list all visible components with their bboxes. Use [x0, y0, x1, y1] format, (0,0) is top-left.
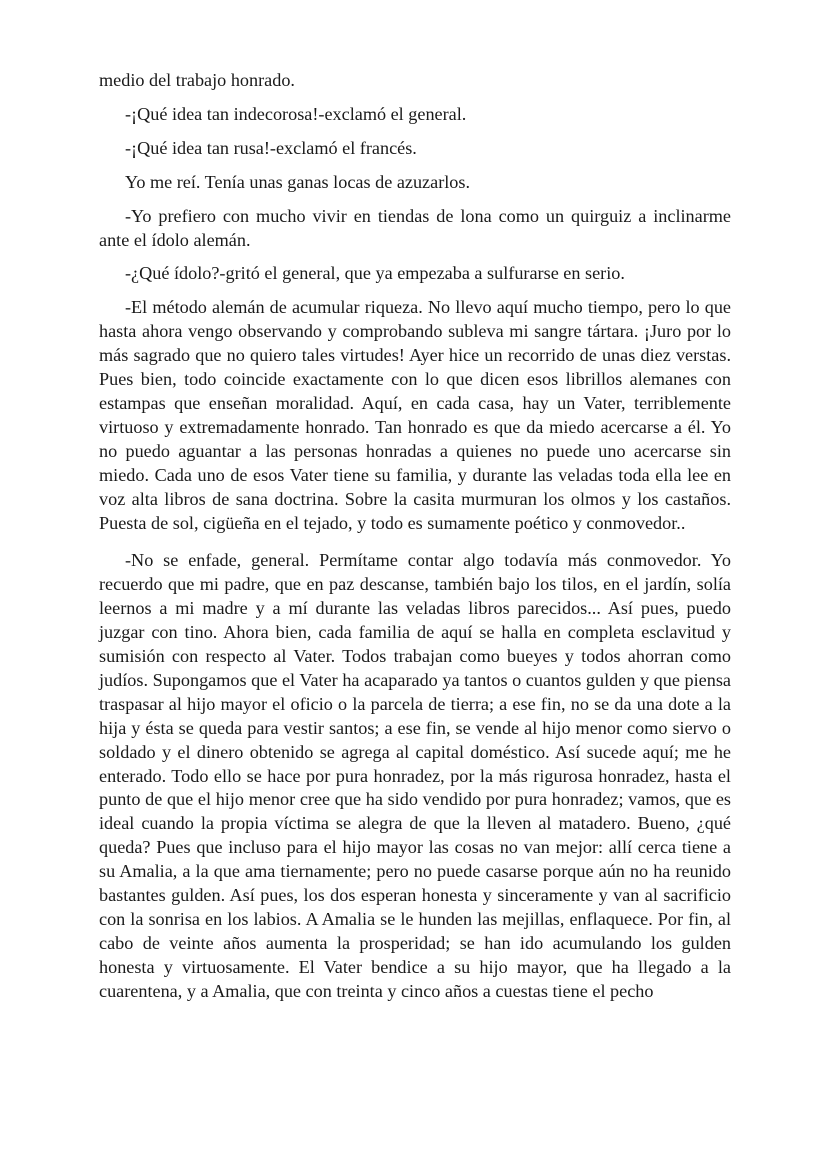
paragraph-what-idol: -¿Qué ídolo?-gritó el general, que ya empezaba a sulfurarse en serio. — [125, 263, 625, 284]
paragraph-general-exclaims: -¡Qué idea tan indecorosa!-exclamó el general. — [125, 103, 467, 124]
paragraph-narrator-laughs: Yo me reí. Tenía unas ganas locas de azuzarlos. — [125, 171, 471, 192]
paragraph-german-method: -El método alemán de acumular riqueza. No llevo aquí mucho tiempo, pero lo que hasta ahora vengo observando y comprobando subleva mi sangre tártara. ¡Juro por lo más sagrado que no quiero tales virtudes! Ayer hice un recorrido de unas diez verstas. Pues bien, todo coincide exactamente con lo que dicen esos librillos alemanes con estampas que enseñan moralidad. Aquí, en cada casa, hay un Vater, terriblemente virtuoso y extremadamente honrado. Tan honrado es que da miedo acercarse a él. Yo no puedo aguantar a las personas honradas a quienes no puede uno acercarse sin miedo. Cada uno de esos Vater tiene su familia, y durante las veladas toda ella lee en voz alta libros de sana doctrina. Sobre la casita murmuran los olmos y los castaños. Puesta de sol, cigüeña en el tejado, y todo es sumamente poético y conmovedor.. — [99, 297, 731, 533]
paragraph-kirghiz-tents: -Yo prefiero con mucho vivir en tiendas de lona como un quirguiz a inclinarme ante el ídolo alemán. — [99, 205, 731, 250]
document-page — [99, 69, 731, 1014]
paragraph-frenchman-exclaims: -¡Qué idea tan rusa!-exclamó el francés. — [125, 137, 417, 158]
paragraph-continuation: medio del trabajo honrado. — [99, 70, 295, 90]
paragraph-vater-story: -No se enfade, general. Permítame contar algo todavía más conmovedor. Yo recuerdo que mi padre, que en paz descanse, también bajo los tilos, en el jardín, solía leernos a mi madre y a mí durante las veladas libros parecidos... Así pues, puedo juzgar con tino. Ahora bien, cada familia de aquí se halla en completa esclavitud y sumisión con respecto al Vater. Todos trabajan como bueyes y todos ahorran como judíos. Supongamos que el Vater ha acaparado ya tantos o cuantos gulden y que piensa traspasar al hijo mayor el oficio o la parcela de tierra; a ese fin, no se da una dote a la hija y ésta se queda para vestir santos; a ese fin, se vende al hijo menor como siervo o soldado y el dinero obtenido se agrega al capital doméstico. Así sucede aquí; me he enterado. Todo ello se hace por pura honradez, por la más rigurosa honradez, hasta el punto de que el hijo menor cree que ha sido vendido por pura honradez; vamos, que es ideal cuando la propia víctima se alegra de que la lleven al matadero. Bueno, ¿qué queda? Pues que incluso para el hijo mayor las cosas no van mejor: allí cerca tiene a su Amalia, a la que ama tiernamente; pero no puede casarse porque aún no ha reunido bastantes gulden. Así pues, los dos esperan honesta y sinceramente y van al sacrificio con la sonrisa en los labios. A Amalia se le hunden las mejillas, enflaquece. Por fin, al cabo de veinte años aumenta la prosperidad; se han ido acumulando los gulden honesta y virtuosamente. El Vater bendice a su hijo mayor, que ha llegado a la cuarentena, y a Amalia, que con treinta y cinco años a cuestas tiene el pecho — [99, 550, 731, 1001]
